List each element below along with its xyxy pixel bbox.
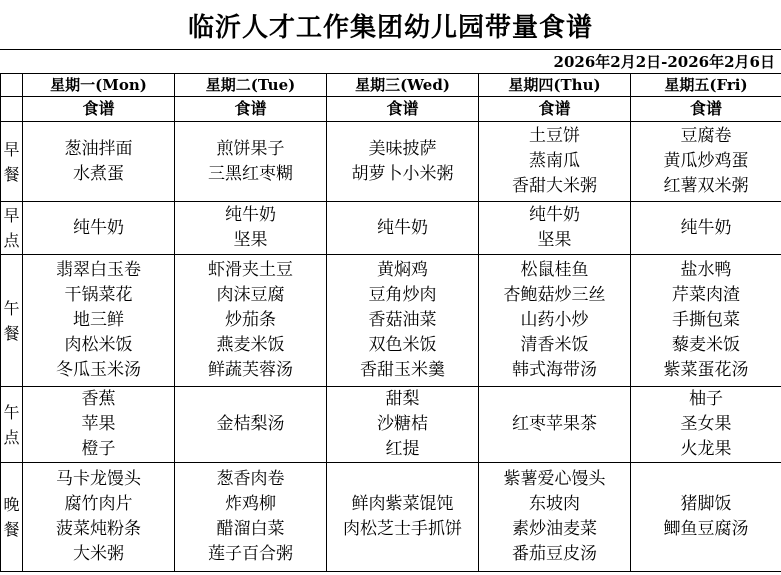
dish-item: 水煮蛋 bbox=[73, 163, 124, 184]
menu-cell bbox=[175, 202, 327, 255]
day-header: 星期四(Thu) bbox=[479, 74, 631, 97]
meal-label-char: 点 bbox=[3, 427, 20, 447]
menu-cell bbox=[479, 122, 631, 202]
dish-item: 葱香肉卷 bbox=[216, 469, 285, 489]
dish-item: 藜麦米饭 bbox=[672, 335, 740, 355]
dish-item: 豆角炒肉 bbox=[368, 285, 437, 305]
dish-item: 三黑红枣糊 bbox=[208, 163, 293, 184]
meal-label-char: 午 bbox=[3, 298, 20, 318]
date-range: 2026年2月2日-2026年2月6日 bbox=[553, 53, 775, 71]
dish-item: 莲子百合粥 bbox=[208, 544, 293, 564]
dish-item: 双色米饭 bbox=[368, 335, 437, 355]
dish-item: 红提 bbox=[385, 439, 420, 459]
dish-item: 黄焖鸡 bbox=[377, 260, 428, 280]
menu-cell bbox=[327, 202, 479, 255]
menu-cell bbox=[175, 463, 327, 572]
dish-item: 干锅菜花 bbox=[64, 285, 133, 305]
dish-item: 鲜蔬芙蓉汤 bbox=[208, 360, 293, 380]
dish-item: 柚子 bbox=[689, 389, 723, 409]
dish-item: 美味披萨 bbox=[368, 138, 437, 159]
menu-cell bbox=[631, 387, 781, 463]
dish-item: 东坡肉 bbox=[529, 494, 580, 514]
meal-label bbox=[1, 463, 23, 572]
menu-cell bbox=[479, 202, 631, 255]
dish-item: 香甜大米粥 bbox=[512, 176, 597, 196]
dish-item: 葱油拌面 bbox=[64, 138, 133, 159]
dish-item: 苹果 bbox=[81, 414, 116, 434]
dish-item: 纯牛奶 bbox=[680, 217, 732, 238]
menu-cell bbox=[23, 202, 175, 255]
day-header-row bbox=[1, 74, 781, 97]
meal-label-char: 午 bbox=[3, 402, 20, 422]
dish-item: 猪脚饭 bbox=[680, 494, 732, 514]
meal-label bbox=[1, 387, 23, 463]
meal-label-char: 早 bbox=[3, 206, 20, 225]
corner-cell bbox=[1, 74, 23, 97]
day-header: 星期三(Wed) bbox=[327, 74, 479, 97]
dish-item: 手撕包菜 bbox=[672, 310, 740, 330]
meal-label-char: 餐 bbox=[3, 323, 20, 343]
recipe-header: 食谱 bbox=[175, 97, 327, 122]
dish-item: 红薯双米粥 bbox=[663, 176, 749, 196]
menu-cell bbox=[631, 463, 781, 572]
dish-item: 蒸南瓜 bbox=[529, 151, 580, 171]
day-header: 星期二(Tue) bbox=[175, 74, 327, 97]
dish-item: 盐水鸭 bbox=[680, 260, 732, 280]
day-header: 星期五(Fri) bbox=[631, 74, 781, 97]
page-title: 临沂人才工作集团幼儿园带量食谱 bbox=[187, 12, 593, 43]
meal-label-char: 晚 bbox=[3, 495, 20, 514]
menu-cell bbox=[175, 255, 327, 387]
dish-item: 紫薯爱心馒头 bbox=[503, 469, 606, 489]
dish-item: 燕麦米饭 bbox=[216, 335, 285, 355]
day-header: 星期一(Mon) bbox=[23, 74, 175, 97]
meal-label bbox=[1, 202, 23, 255]
dish-item: 紫菜蛋花汤 bbox=[663, 360, 749, 380]
dish-item: 地三鲜 bbox=[73, 310, 124, 330]
meal-row-breakfast bbox=[1, 122, 781, 202]
dish-item: 大米粥 bbox=[73, 544, 124, 564]
meal-label bbox=[1, 255, 23, 387]
dish-item: 芹菜肉渣 bbox=[672, 285, 740, 305]
dish-item: 素炒油麦菜 bbox=[512, 519, 597, 539]
dish-item: 鲫鱼豆腐汤 bbox=[663, 519, 749, 539]
dish-item: 菠菜炖粉条 bbox=[56, 519, 141, 539]
menu-cell bbox=[631, 122, 781, 202]
dish-item: 金桔梨汤 bbox=[216, 414, 285, 434]
dish-item: 香蕉 bbox=[81, 389, 116, 409]
corner-cell bbox=[1, 97, 23, 122]
dish-item: 冬瓜玉米汤 bbox=[56, 360, 141, 380]
recipe-header-row bbox=[1, 97, 781, 122]
dish-item: 醋溜白菜 bbox=[216, 519, 285, 539]
recipe-header: 食谱 bbox=[479, 97, 631, 122]
dish-item: 红枣苹果茶 bbox=[512, 414, 597, 434]
menu-cell bbox=[23, 255, 175, 387]
meal-row-afternoon-snack bbox=[1, 387, 781, 463]
meal-label-char: 餐 bbox=[3, 520, 20, 539]
menu-cell bbox=[327, 255, 479, 387]
dish-item: 煎饼果子 bbox=[216, 138, 285, 159]
menu-cell bbox=[23, 463, 175, 572]
dish-item: 山药小炒 bbox=[520, 310, 589, 330]
dish-item: 清香米饭 bbox=[520, 335, 589, 355]
menu-cell bbox=[175, 387, 327, 463]
recipe-header: 食谱 bbox=[631, 97, 781, 122]
dish-item: 纯牛奶 bbox=[377, 217, 428, 238]
recipe-header: 食谱 bbox=[327, 97, 479, 122]
dish-item: 纯牛奶 bbox=[225, 205, 276, 225]
title-divider bbox=[0, 49, 781, 50]
meal-label-char: 餐 bbox=[3, 164, 20, 184]
dish-item: 虾滑夹土豆 bbox=[208, 260, 293, 280]
menu-cell bbox=[23, 122, 175, 202]
menu-cell bbox=[327, 122, 479, 202]
dish-item: 香菇油菜 bbox=[368, 310, 437, 330]
dish-item: 腐竹肉片 bbox=[64, 494, 133, 514]
recipe-header: 食谱 bbox=[23, 97, 175, 122]
dish-item: 松鼠桂鱼 bbox=[520, 260, 589, 280]
dish-item: 甜梨 bbox=[385, 389, 420, 409]
meal-label bbox=[1, 122, 23, 202]
dish-item: 黄瓜炒鸡蛋 bbox=[663, 151, 749, 171]
dish-item: 番茄豆皮汤 bbox=[512, 544, 597, 564]
dish-item: 纯牛奶 bbox=[529, 205, 580, 225]
dish-item: 肉松芝士手抓饼 bbox=[343, 519, 462, 539]
dish-item: 胡萝卜小米粥 bbox=[351, 163, 454, 184]
dish-item: 纯牛奶 bbox=[73, 217, 124, 238]
dish-item: 翡翠白玉卷 bbox=[56, 260, 141, 280]
menu-cell bbox=[23, 387, 175, 463]
dish-item: 炒茄条 bbox=[225, 310, 276, 330]
dish-item: 韩式海带汤 bbox=[512, 360, 597, 380]
meal-row-lunch bbox=[1, 255, 781, 387]
dish-item: 杏鲍菇炒三丝 bbox=[503, 285, 606, 305]
dish-item: 炸鸡柳 bbox=[225, 494, 276, 514]
dish-item: 鲜肉紫菜馄饨 bbox=[351, 494, 454, 514]
meal-row-morning-snack bbox=[1, 202, 781, 255]
menu-cell bbox=[631, 202, 781, 255]
meal-label-char: 早 bbox=[3, 139, 20, 159]
dish-item: 圣女果 bbox=[680, 414, 732, 434]
menu-cell bbox=[479, 255, 631, 387]
dish-item: 肉沫豆腐 bbox=[216, 285, 285, 305]
menu-cell bbox=[327, 387, 479, 463]
dish-item: 马卡龙馒头 bbox=[56, 469, 141, 489]
meal-row-dinner bbox=[1, 463, 781, 572]
menu-cell bbox=[479, 387, 631, 463]
menu-cell bbox=[175, 122, 327, 202]
menu-cell bbox=[479, 463, 631, 572]
dish-item: 橙子 bbox=[81, 439, 116, 459]
dish-item: 豆腐卷 bbox=[680, 126, 732, 146]
dish-item: 香甜玉米羹 bbox=[360, 360, 445, 380]
dish-item: 沙糖桔 bbox=[377, 414, 428, 434]
dish-item: 土豆饼 bbox=[529, 126, 580, 146]
dish-item: 肉松米饭 bbox=[64, 335, 133, 355]
menu-table bbox=[0, 73, 781, 572]
dish-item: 火龙果 bbox=[680, 439, 732, 459]
dish-item: 坚果 bbox=[233, 230, 268, 250]
menu-cell bbox=[327, 463, 479, 572]
meal-label-char: 点 bbox=[3, 231, 20, 250]
dish-item: 坚果 bbox=[537, 230, 572, 250]
menu-cell bbox=[631, 255, 781, 387]
